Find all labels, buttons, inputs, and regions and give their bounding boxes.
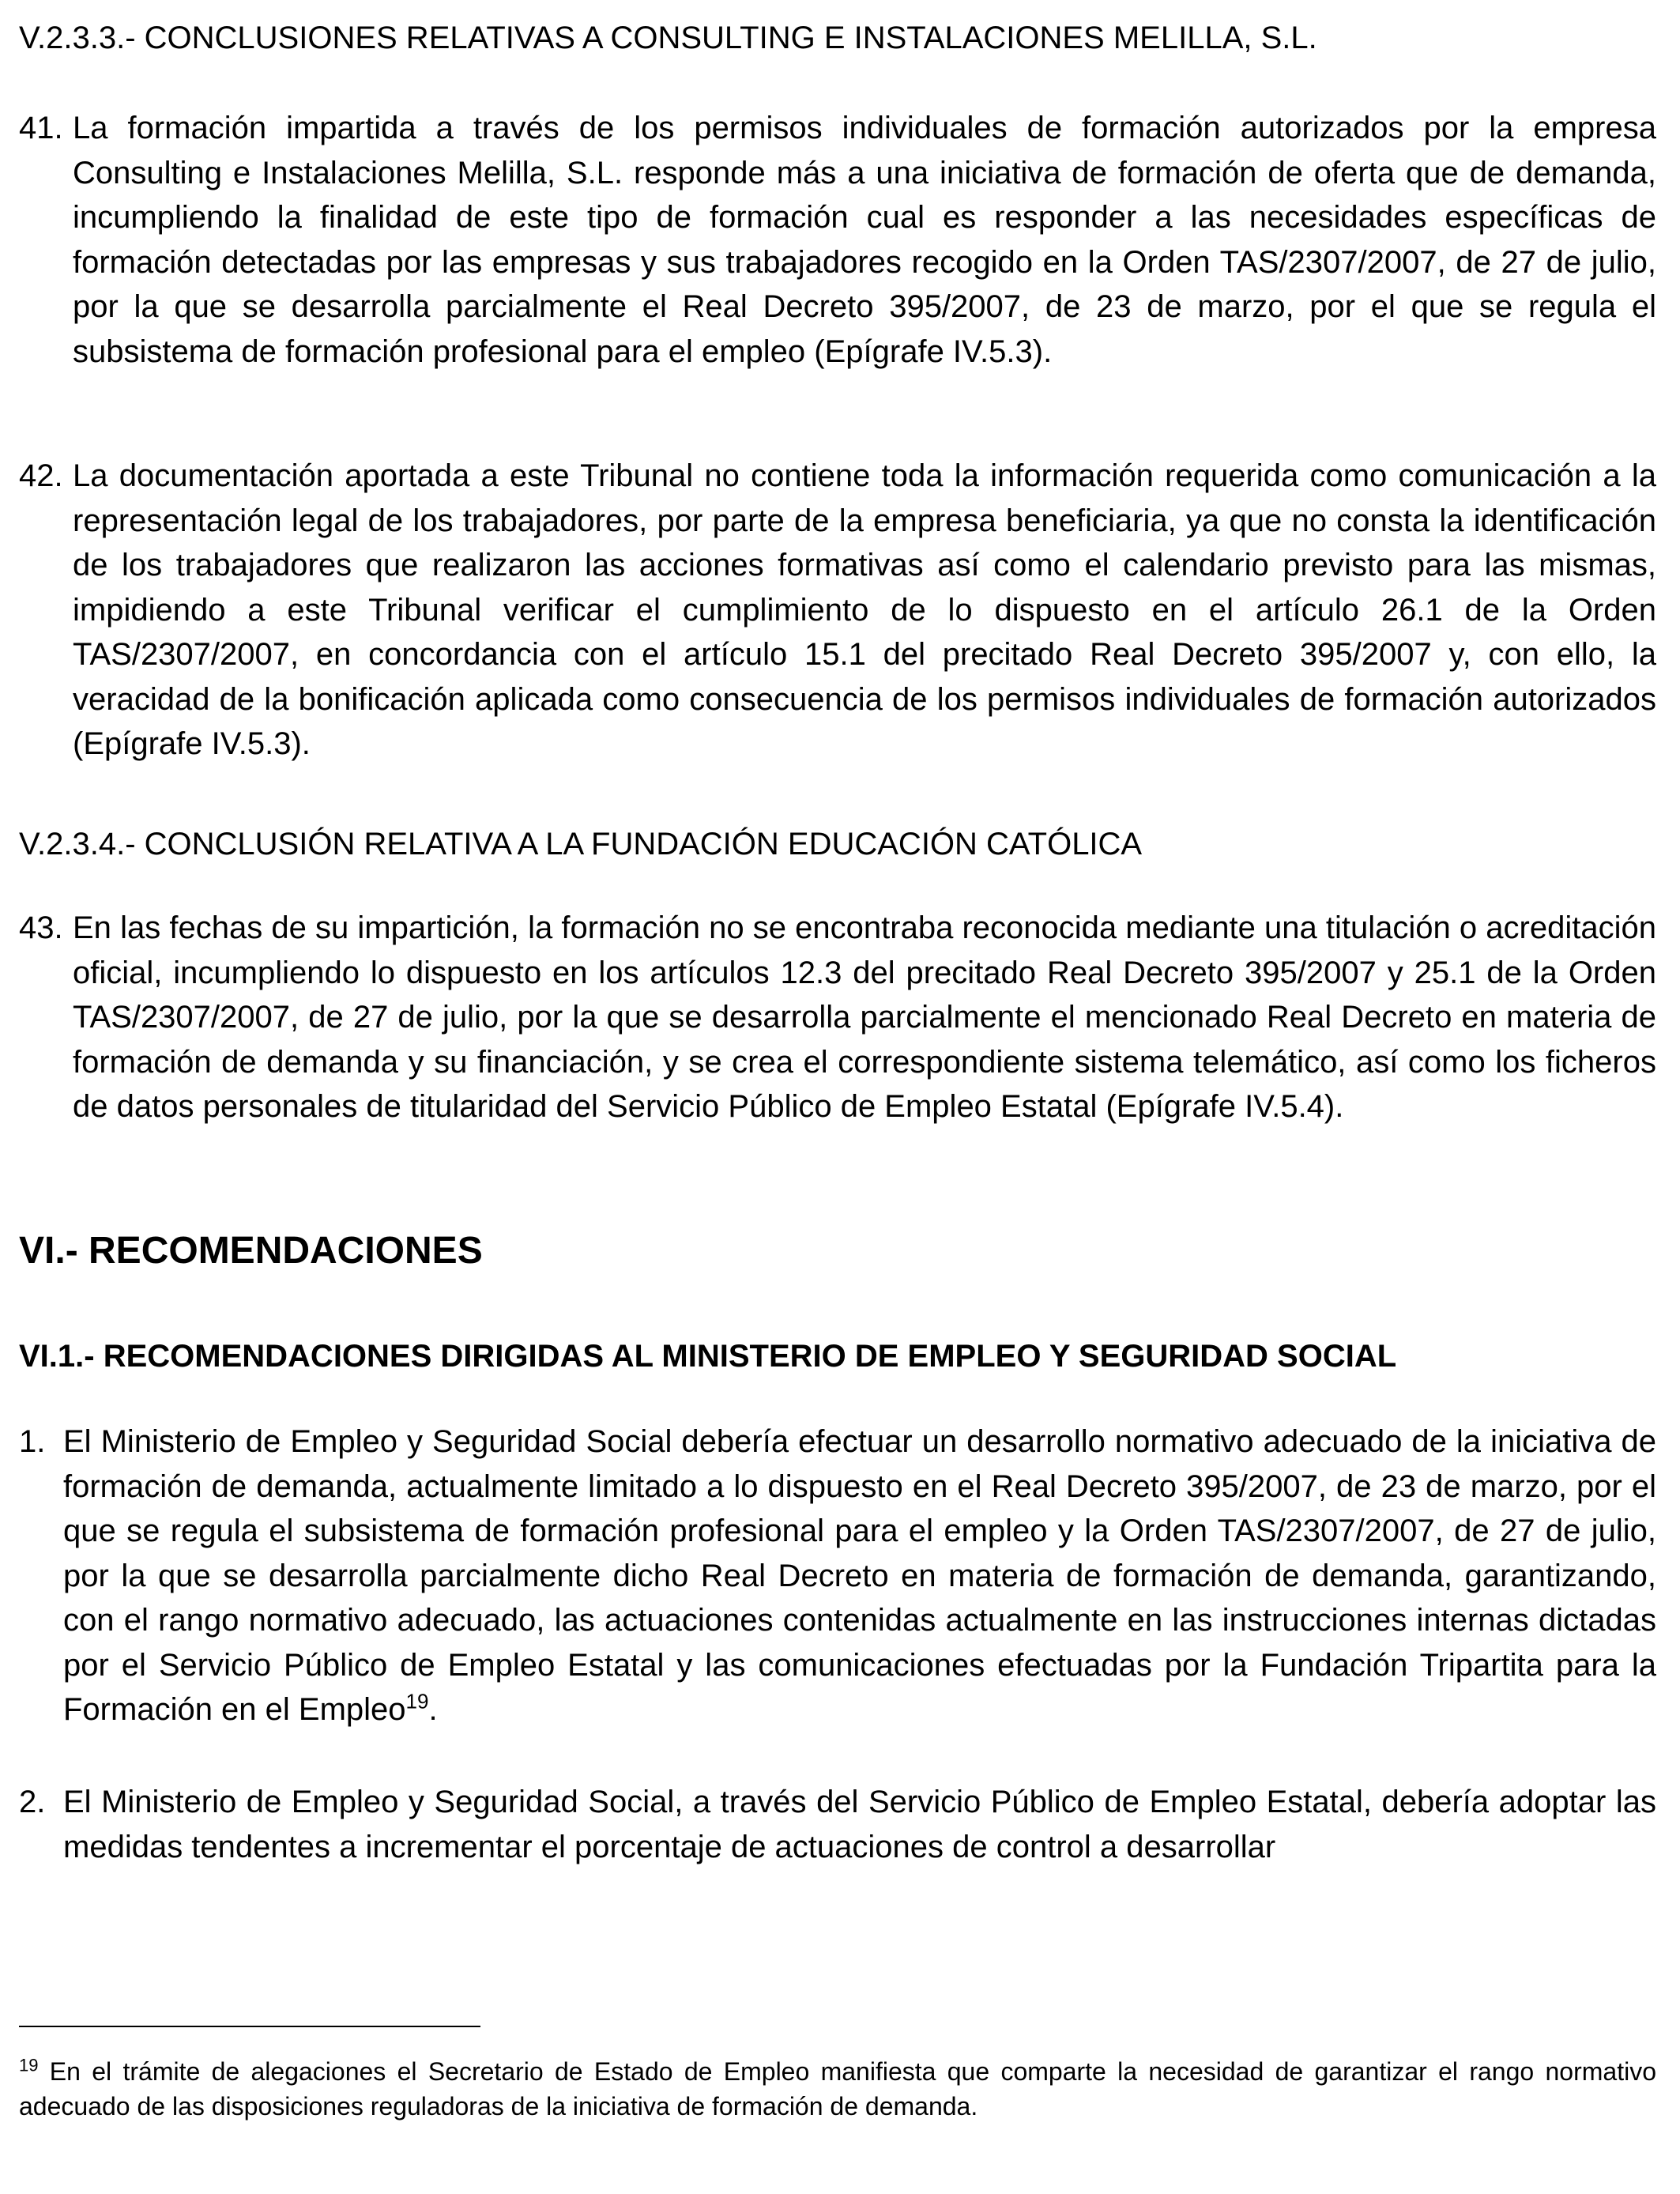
- recommendation-number: 2.: [19, 1785, 46, 1819]
- conclusion-41: [19, 106, 1656, 374]
- footnote-reference: 19: [405, 1689, 429, 1713]
- conclusion-number: 42.: [19, 458, 63, 493]
- recommendation-1: [19, 1419, 1656, 1732]
- conclusion-text: La documentación aportada a este Tribunal no contiene toda la información requerida como comunicación a la representación legal de los trabajadores, por parte de la empresa beneficiaria, ya que no consta la identificación de los trabajadores que realizaron las acciones formativas así como el calendario previsto para las mismas, impidiendo a este Tribunal verificar el cumplimiento de lo dispuesto en el artículo 26.1 de la Orden TAS/2307/2007, en concordancia con el artículo 15.1 del precitado Real Decreto 395/2007 y, con ello, la veracidad de la bonificación aplicada como consecuencia de los permisos individuales de formación autorizados (Epígrafe IV.5.3).: [73, 458, 1656, 761]
- recommendation-2: [19, 1780, 1656, 1869]
- recommendation-text-body: El Ministerio de Empleo y Seguridad Social debería efectuar un desarrollo normativo adecuado de la iniciativa de formación de demanda, actualmente limitado a lo dispuesto en el Real Decreto 395/2007, de 23 de marzo, por el que se regula el subsistema de formación profesional para el empleo y la Orden TAS/2307/2007, de 27 de julio, por la que se desarrolla parcialmente dicho Real Decreto en materia de formación de demanda, garantizando, con el rango normativo adecuado, las actuaciones contenidas actualmente en las instrucciones internas dictadas por el Servicio Público de Empleo Estatal y las comunicaciones efectuadas por la Fundación Tripartita para la Formación en el Empleo: [63, 1424, 1656, 1727]
- section-heading-vi-1: VI.1.- RECOMENDACIONES DIRIGIDAS AL MINISTERIO DE EMPLEO Y SEGURIDAD SOCIAL: [19, 1339, 1397, 1374]
- footnote-text: En el trámite de alegaciones el Secretario de Estado de Empleo manifiesta que comparte la necesidad de garantizar el rango normativo adecuado de las disposiciones reguladoras de la iniciativa de formación de demanda.: [19, 2057, 1656, 2120]
- conclusion-text: La formación impartida a través de los permisos individuales de formación autorizados por la empresa Consulting e Instalaciones Melilla, S.L. responde más a una iniciativa de formación de oferta que de demanda, incumpliendo la finalidad de este tipo de formación cual es responder a las necesidades específicas de formación detectadas por las empresas y sus trabajadores recogido en la Orden TAS/2307/2007, de 27 de julio, por la que se desarrolla parcialmente el Real Decreto 395/2007, de 23 de marzo, por el que se regula el subsistema de formación profesional para el empleo (Epígrafe IV.5.3).: [73, 111, 1656, 369]
- conclusion-number: 43.: [19, 910, 63, 945]
- footnote: [19, 2054, 1656, 2124]
- footnote-number: 19: [19, 2055, 39, 2075]
- recommendation-text-end: .: [428, 1692, 438, 1727]
- footnote-divider: [19, 2026, 480, 2027]
- conclusion-43: [19, 906, 1656, 1129]
- conclusion-42: [19, 454, 1656, 767]
- conclusion-number: 41.: [19, 111, 63, 145]
- section-heading-vi: VI.- RECOMENDACIONES: [19, 1230, 483, 1272]
- section-heading-v2-3-3: V.2.3.3.- CONCLUSIONES RELATIVAS A CONSULTING E INSTALACIONES MELILLA, S.L.: [19, 21, 1317, 55]
- recommendation-text: El Ministerio de Empleo y Seguridad Social, a través del Servicio Público de Empleo Estatal, debería adoptar las medidas tendentes a incrementar el porcentaje de actuaciones de control a desarrollar: [63, 1785, 1656, 1864]
- recommendation-text: [63, 1419, 1656, 1732]
- conclusion-text: En las fechas de su impartición, la formación no se encontraba reconocida mediante una titulación o acreditación oficial, incumpliendo lo dispuesto en los artículos 12.3 del precitado Real Decreto 395/2007 y 25.1 de la Orden TAS/2307/2007, de 27 de julio, por la que se desarrolla parcialmente el mencionado Real Decreto en materia de formación de demanda y su financiación, y se crea el correspondiente sistema telemático, así como los ficheros de datos personales de titularidad del Servicio Público de Empleo Estatal (Epígrafe IV.5.4).: [73, 910, 1656, 1124]
- section-heading-v2-3-4: V.2.3.4.- CONCLUSIÓN RELATIVA A LA FUNDACIÓN EDUCACIÓN CATÓLICA: [19, 827, 1143, 861]
- recommendation-number: 1.: [19, 1424, 46, 1459]
